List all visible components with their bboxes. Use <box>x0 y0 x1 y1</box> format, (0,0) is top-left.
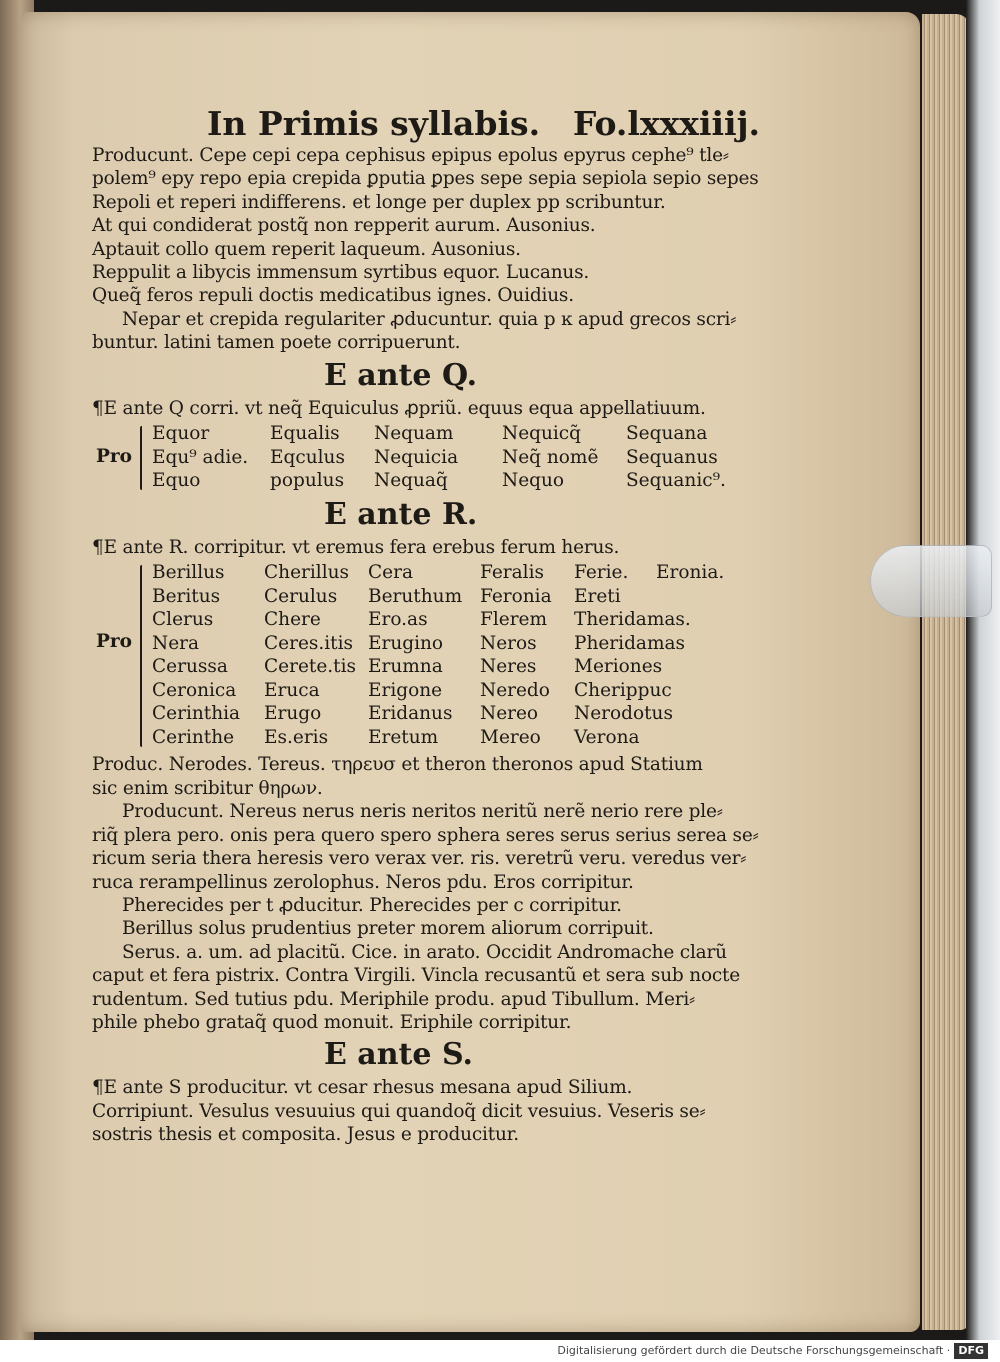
table-row <box>152 585 736 609</box>
folio-number: Fo.lxxxiiij. <box>572 104 760 143</box>
text-line: Producunt. Nereus nerus neris neritos neritũ nerẽ nerio rere ple⸗ <box>122 801 723 823</box>
table-cell: Cerinthe <box>152 726 235 748</box>
word-table-q <box>92 422 752 494</box>
text-line: Queq̃ feros repuli doctis medicatibus ignes. Ouidius. <box>92 285 574 307</box>
table-cell: Chere <box>264 609 321 631</box>
table-cell: Ceres.itis <box>264 632 354 654</box>
text-line: Serus. a. um. ad placitũ. Cice. in arato. Occidit Andromache clarũ <box>122 941 727 963</box>
footer-text: Digitalisierung gefördert durch die Deutsche Forschungsgemeinschaft · <box>557 1344 951 1357</box>
section-heading-s: E ante S. <box>324 1037 473 1073</box>
table-cell: Sequanic⁹. <box>626 470 726 492</box>
brace <box>140 565 142 747</box>
table-cell: Ferie. <box>574 562 629 584</box>
table-row <box>152 469 746 493</box>
text-line: phile phebo grataq̃ quod monuit. Eriphile corripitur. <box>92 1011 572 1033</box>
table-cell: Mereo <box>480 726 541 748</box>
table-cell: Nequam <box>374 423 454 445</box>
table-row <box>152 422 746 446</box>
text-line: Pherecides per t ꝓducitur. Pherecides per c corripitur. <box>122 894 622 916</box>
pro-label: Pro <box>96 446 132 468</box>
table-cell: Cera <box>368 562 413 584</box>
table-cell: Cerussa <box>152 656 228 678</box>
paragraph-1 <box>92 144 759 355</box>
table-cell: Nequo <box>502 470 565 492</box>
table-cell: Nequicq̃ <box>502 423 582 445</box>
table-cell: Cherippuc <box>574 679 672 701</box>
table-cell: Equo <box>152 470 201 492</box>
table-cell: Berillus <box>152 562 225 584</box>
page-stack-edges <box>922 14 970 1330</box>
text-line: riq̃ plera pero. onis pera quero spero sphera seres serus serius serea se⸗ <box>92 824 759 846</box>
text-line: caput et fera pistrix. Contra Virgili. Vincla recusantũ et sera sub nocte <box>92 965 741 987</box>
text-line: ricum seria thera heresis vero verax ver. ris. veretrũ veru. veredus ver⸗ <box>92 848 747 870</box>
table-cell: Equor <box>152 423 210 445</box>
text-line: Berillus solus prudentius preter morem aliorum corripuit. <box>122 918 654 940</box>
table-cell: Eqculus <box>270 446 345 468</box>
table-cell <box>656 585 736 609</box>
text-line: Aptauit collo quem reperit laqueum. Ausonius. <box>92 238 521 260</box>
table-row <box>152 679 736 703</box>
text-line: Repoli et reperi indifferens. et longe per duplex pp scribuntur. <box>92 191 666 213</box>
text-line: buntur. latini tamen poete corripuerunt. <box>92 332 461 354</box>
brace <box>140 426 142 490</box>
text-line: Corripiunt. Vesulus vesuuius qui quandoq̃ dicit vesuius. Veseris se⸗ <box>92 1100 706 1122</box>
table-cell <box>656 726 736 750</box>
text-line: Reppulit a libycis immensum syrtibus equor. Lucanus. <box>92 262 590 284</box>
dfg-logo: DFG <box>954 1343 988 1359</box>
page-clip <box>870 545 992 617</box>
text-line: sostris thesis et composita. Jesus e producitur. <box>92 1124 519 1146</box>
table-cell: Es.eris <box>264 726 329 748</box>
table-cell: Neq̃ nomẽ <box>502 446 599 468</box>
text-line: Producunt. Cepe cepi cepa cephisus epipus epolus epyrus cephe⁹ tle⸗ <box>92 145 729 166</box>
table-cell: Ero.as <box>368 609 428 631</box>
table-cell: Ereti <box>574 585 621 607</box>
table-cell: Feralis <box>480 562 544 584</box>
section-heading-q: E ante Q. <box>324 357 478 393</box>
table-cell: Erugino <box>368 632 444 654</box>
table-cell: Equalis <box>270 423 340 445</box>
table-cell: Neres <box>480 656 537 678</box>
table-cell: Feronia <box>480 585 552 607</box>
table-cell: Equ⁹ adie. <box>152 446 249 468</box>
table-cell: Ceronica <box>152 679 237 701</box>
text-line: Produc. Nerodes. Tereus. τηρευσ et theron theronos apud Statium <box>92 754 703 776</box>
table-cell: Beruthum <box>368 585 463 607</box>
text-line: At qui condiderat postq̃ non repperit aurum. Ausonius. <box>92 215 596 237</box>
text-line: polem⁹ epy repo epia crepida ꝑputia ꝑpes sepe sepia sepiola sepio sepes <box>92 168 759 190</box>
table-cell <box>656 655 736 679</box>
page-text <box>92 104 760 1147</box>
table-row <box>152 632 736 656</box>
table-cell <box>656 702 736 726</box>
table-row <box>152 608 736 632</box>
table-cell: Meriones <box>574 656 663 678</box>
table-cell: Neros <box>480 632 537 654</box>
table-cell: Cerulus <box>264 585 338 607</box>
table-cell: Clerus <box>152 609 214 631</box>
digitization-footer <box>0 1340 1000 1362</box>
table-cell: Erigone <box>368 679 443 701</box>
table-cell: Cerete.tis <box>264 656 357 678</box>
table-row <box>152 655 736 679</box>
table-cell: Nereo <box>480 703 539 725</box>
table-cell <box>656 608 736 632</box>
text-line: ¶E ante S producitur. vt cesar rhesus mesana apud Silium. <box>92 1077 633 1099</box>
table-cell <box>656 632 736 656</box>
table-cell: Cerinthia <box>152 703 241 725</box>
table-cell: Erumna <box>368 656 443 678</box>
scan-background <box>966 0 1000 1340</box>
word-table-r <box>92 561 752 751</box>
table-cell: Nequicia <box>374 446 459 468</box>
table-cell: Theridamas. <box>574 609 691 631</box>
section-intro-q: ¶E ante Q corri. vt neq̃ Equiculus ꝓpriũ. equus equa appellatiuum. <box>92 397 706 419</box>
section-intro-r: ¶E ante R. corripitur. vt eremus fera erebus ferum herus. <box>92 537 620 559</box>
table-row <box>152 561 736 585</box>
table-cell: Sequana <box>626 423 708 445</box>
text-line: ruca rerampellinus zerolophus. Neros pdu. Eros corripitur. <box>92 871 634 893</box>
table-cell: Nerodotus <box>574 703 673 725</box>
paragraph-3 <box>92 894 752 1034</box>
table-cell: Neredo <box>480 679 550 701</box>
table-cell: Sequanus <box>626 446 718 468</box>
table-cell: Eronia. <box>656 562 725 584</box>
running-header <box>207 104 760 144</box>
text-line: sic enim scribitur θηρων. <box>92 777 323 799</box>
table-cell: Eridanus <box>368 703 453 725</box>
table-cell: Flerem <box>480 609 548 631</box>
section-heading-r: E ante R. <box>324 497 478 533</box>
table-cell: Pheridamas <box>574 632 686 654</box>
table-cell: Eruca <box>264 679 320 701</box>
table-cell: Nera <box>152 632 200 654</box>
table-cell: Cherillus <box>264 562 350 584</box>
table-cell: Erugo <box>264 703 322 725</box>
table-row <box>152 702 736 726</box>
table-cell <box>656 679 736 703</box>
text-line: Nepar et crepida regulariter ꝓducuntur. quia p ĸ apud grecos scri⸗ <box>122 308 737 330</box>
table-cell: Beritus <box>152 585 221 607</box>
table-row <box>152 726 736 750</box>
table-cell: Verona <box>574 726 640 748</box>
table-row <box>152 446 746 470</box>
pro-label: Pro <box>96 631 132 653</box>
table-cell: Eretum <box>368 726 439 748</box>
header-title: In Primis syllabis. <box>207 104 541 143</box>
text-line: rudentum. Sed tutius pdu. Meriphile produ. apud Tibullum. Meri⸗ <box>92 988 696 1010</box>
paragraph-2 <box>92 800 759 894</box>
table-cell: populus <box>270 470 345 492</box>
table-cell: Nequaq̃ <box>374 470 448 492</box>
